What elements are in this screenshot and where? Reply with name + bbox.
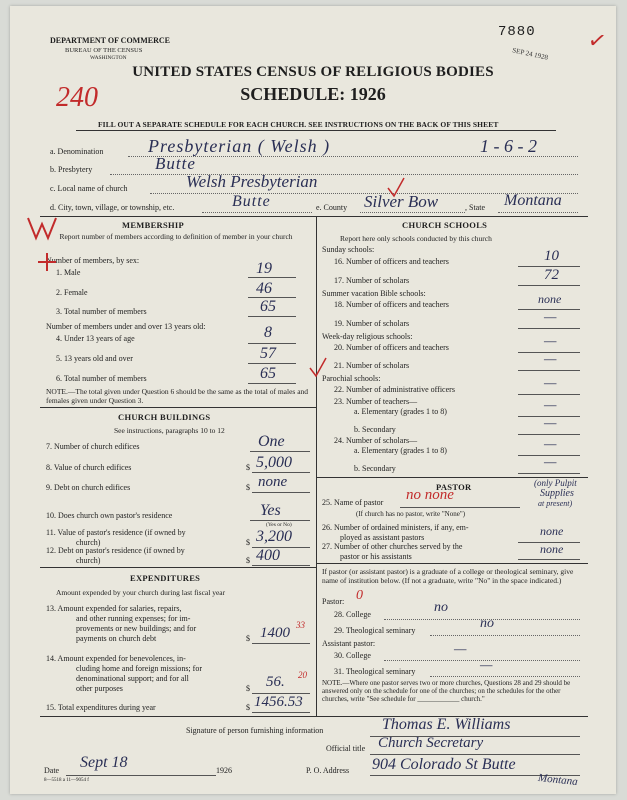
- dollar-sign: $: [246, 634, 250, 643]
- q3-total-value: 65: [260, 298, 276, 315]
- q10-residence-value: Yes: [260, 502, 281, 519]
- q25-pastor-name-value: no none: [406, 487, 454, 503]
- q5-over13-value: 57: [260, 345, 276, 362]
- q13-line: provements or new buildings; and for: [76, 624, 197, 633]
- q28-label: 28. College: [334, 610, 371, 619]
- q17-value: 72: [544, 267, 559, 283]
- membership-intro: Report number of members according to definition of member in your church: [59, 232, 293, 241]
- q7-edifices-value: One: [258, 433, 285, 450]
- q12-label-cont: church): [76, 556, 101, 565]
- q14-benevolence-value: 56.: [266, 674, 285, 690]
- q24b-value: —: [544, 455, 557, 470]
- q23-label: 23. Number of teachers—: [334, 397, 418, 406]
- dollar-sign: $: [246, 483, 250, 492]
- dollar-sign: $: [246, 556, 250, 565]
- members-by-sex-label: Number of members, by sex:: [46, 256, 140, 265]
- q23b-label: b. Secondary: [354, 425, 396, 434]
- red-tick-mark: [388, 178, 404, 196]
- department-label: DEPARTMENT OF COMMERCE: [50, 36, 171, 45]
- q23b-value: —: [544, 416, 557, 431]
- presbytery-value: Butte: [155, 154, 196, 173]
- schools-heading: CHURCH SCHOOLS: [402, 220, 488, 230]
- pastor-value: 0: [356, 588, 363, 603]
- denomination-label: a. Denomination: [50, 147, 104, 156]
- q16-value: 10: [544, 248, 559, 264]
- summer-label: Summer vacation Bible schools:: [322, 289, 426, 298]
- q24b-label: b. Secondary: [354, 464, 396, 473]
- q27-label: 27. Number of other churches served by the: [322, 542, 463, 551]
- red-w-mark: [28, 218, 56, 238]
- q27-label-cont: pastor or his assistants: [340, 552, 412, 561]
- schedule-title: SCHEDULE: 1926: [240, 84, 386, 104]
- q1-label: 1. Male: [56, 268, 81, 277]
- dollar-sign: $: [246, 703, 250, 712]
- q22-label: 22. Number of administrative officers: [334, 385, 455, 394]
- q25-note-3: at present): [538, 499, 573, 508]
- signature-label: Signature of person furnishing information: [186, 726, 324, 735]
- q13-running-value: 1400: [260, 625, 290, 641]
- q14-line: denominational support; and for all: [76, 674, 189, 683]
- po-address-label: P. O. Address: [306, 766, 350, 775]
- buildings-heading: CHURCH BUILDINGS: [118, 412, 211, 422]
- instructions-banner: FILL OUT A SEPARATE SCHEDULE FOR EACH CHURCH. SEE INSTRUCTIONS ON THE BACK OF THIS SHEET: [98, 120, 499, 129]
- q8-value-value: 5,000: [256, 454, 292, 471]
- q18-label: 18. Number of officers and teachers: [334, 300, 449, 309]
- q9-label: 9. Debt on church edifices: [46, 483, 131, 492]
- age-intro-label: Number of members under and over 13 years old:: [46, 322, 206, 331]
- q18-value: none: [538, 292, 562, 306]
- q20-value: —: [544, 334, 557, 349]
- q16-label: 16. Number of officers and teachers: [334, 257, 449, 266]
- q29-label: 29. Theological seminary: [334, 626, 416, 635]
- q19-label: 19. Number of scholars: [334, 319, 410, 328]
- buildings-subheading: See instructions, paragraphs 10 to 12: [114, 426, 225, 435]
- city-label: WASHINGTON: [90, 55, 127, 61]
- q14-cents: 20: [298, 670, 307, 680]
- q25-note-1: (only Pulpit: [534, 478, 577, 488]
- q6-label: 6. Total number of members: [56, 374, 147, 383]
- q2-female-value: 46: [256, 280, 272, 297]
- q26-label: 26. Number of ordained ministers, if any, em-: [322, 523, 469, 532]
- dollar-sign: $: [246, 463, 250, 472]
- q29-seminary-value: no: [480, 616, 494, 631]
- q27-value: none: [540, 542, 564, 556]
- q8-label: 8. Value of church edifices: [46, 463, 132, 472]
- q13-line: 13. Amount expended for salaries, repairs,: [46, 604, 182, 613]
- q25-hint: (If church has no pastor, write "None"): [356, 510, 466, 518]
- q24a-value: —: [544, 437, 557, 452]
- q25-label: 25. Name of pastor: [322, 498, 384, 507]
- q14-line: 14. Amount expended for benevolences, in-: [46, 654, 186, 663]
- q4-under13-value: 8: [264, 324, 272, 341]
- form-title: UNITED STATES CENSUS OF RELIGIOUS BODIES: [132, 64, 494, 80]
- census-schedule-page: [10, 6, 616, 794]
- q13-line: and other running expenses; for im-: [76, 614, 191, 623]
- q13-cents: 33: [296, 620, 305, 630]
- pastor-subheading: Pastor:: [322, 597, 345, 606]
- q13-line: payments on church debt: [76, 634, 157, 643]
- q22-value: —: [544, 376, 557, 391]
- presbytery-label: b. Presbytery: [50, 165, 93, 174]
- q24-label: 24. Number of scholars—: [334, 436, 418, 445]
- q10-label: 10. Does church own pastor's residence: [46, 511, 173, 520]
- expenditures-intro: Amount expended by your church during last fiscal year: [56, 588, 226, 597]
- q20-label: 20. Number of officers and teachers: [334, 343, 449, 352]
- local-name-label: c. Local name of church: [50, 184, 128, 193]
- q2-label: 2. Female: [56, 288, 88, 297]
- denomination-code: 1 - 6 - 2: [480, 136, 537, 156]
- form-number: 8—5518 a 11—9054 f: [44, 778, 89, 783]
- dollar-sign: $: [246, 684, 250, 693]
- q5-label: 5. 13 years old and over: [56, 354, 133, 363]
- q12-label: 12. Debt on pastor's residence (if owned by: [46, 546, 185, 555]
- q31-label: 31. Theological seminary: [334, 667, 416, 676]
- red-plus-mark: [38, 253, 56, 271]
- state-value: Montana: [504, 192, 562, 209]
- q11-label-cont: church): [76, 538, 101, 547]
- q31-seminary-value: —: [480, 658, 493, 673]
- q6-total-value: 65: [260, 365, 276, 382]
- assistant-pastor-subheading: Assistant pastor:: [322, 639, 376, 648]
- red-code-number: 240: [56, 82, 98, 113]
- q11-label: 11. Value of pastor's residence (if owned by: [46, 528, 186, 537]
- q25-note-2: Supplies: [540, 488, 574, 499]
- check-mark: ✓: [586, 26, 609, 55]
- q30-label: 30. College: [334, 651, 371, 660]
- q4-label: 4. Under 13 years of age: [56, 334, 135, 343]
- membership-heading: MEMBERSHIP: [122, 220, 185, 230]
- q12-debt-value: 400: [256, 547, 280, 564]
- q28-college-value: no: [434, 600, 448, 615]
- date-label: Date: [44, 766, 60, 775]
- q26-value: none: [540, 524, 564, 538]
- city-field-label: d. City, town, village, or township, etc.: [50, 203, 175, 212]
- q19-value: —: [544, 310, 557, 325]
- stamp-number: 7880: [498, 24, 536, 40]
- q26-label-cont: ployed as assistant pastors: [340, 533, 425, 542]
- q7-label: 7. Number of church edifices: [46, 442, 140, 451]
- red-tick-mark: [310, 358, 326, 376]
- signature-value: Thomas E. Williams: [382, 716, 511, 733]
- q23a-value: —: [544, 398, 557, 413]
- q3-label: 3. Total number of members: [56, 307, 147, 316]
- q21-label: 21. Number of scholars: [334, 361, 410, 370]
- po-address-value: 904 Colorado St Butte: [372, 756, 516, 773]
- parochial-label: Parochial schools:: [322, 374, 381, 383]
- official-title-label: Official title: [326, 744, 366, 753]
- pastor-bottom-note: NOTE.—Where one pastor serves two or more churches, Questions 28 and 29 should be answered only on the schedule for one of the churches; on the schedules for the other churches, write "See schedule for ____________ church.": [322, 679, 571, 703]
- denomination-value: Presbyterian ( Welsh ): [148, 136, 331, 156]
- pastor-heading: PASTOR: [436, 482, 472, 492]
- yes-no-hint: (Yes or No): [266, 522, 292, 528]
- official-title-value: Church Secretary: [378, 735, 484, 751]
- po-address-state: Montana: [537, 771, 579, 789]
- q9-debt-value: none: [258, 474, 288, 490]
- state-label: , State: [465, 203, 485, 212]
- date-stamp: SEP 24 1928: [511, 46, 549, 62]
- dollar-sign: $: [246, 538, 250, 547]
- year-label: 1926: [216, 766, 232, 775]
- q24a-label: a. Elementary (grades 1 to 8): [354, 446, 447, 455]
- q15-label: 15. Total expenditures during year: [46, 703, 156, 712]
- sunday-label: Sunday schools:: [322, 245, 375, 254]
- q14-line: other purposes: [76, 684, 123, 693]
- q23a-label: a. Elementary (grades 1 to 8): [354, 407, 447, 416]
- graduate-note: If pastor (or assistant pastor) is a graduate of a college or theological seminary, give name of institution below. (If not a graduate, write "No" in the space indicated.): [322, 567, 574, 585]
- q21-value: —: [544, 352, 557, 367]
- q15-total-value: 1456.53: [254, 694, 303, 710]
- red-annotations: [10, 6, 616, 794]
- q30-college-value: —: [454, 642, 467, 657]
- q17-label: 17. Number of scholars: [334, 276, 410, 285]
- q14-line: cluding home and foreign missions; for: [76, 664, 202, 673]
- q1-male-value: 19: [256, 260, 272, 277]
- weekday-label: Week-day religious schools:: [322, 332, 413, 341]
- date-value: Sept 18: [80, 754, 128, 771]
- city-value: Butte: [232, 193, 271, 210]
- county-label: e. County: [316, 203, 348, 212]
- county-value: Silver Bow: [364, 192, 439, 211]
- membership-note: NOTE.—The total given under Question 6 should be the same as the total of males and females given under Question 3.: [46, 387, 309, 405]
- expenditures-heading: EXPENDITURES: [130, 573, 201, 583]
- local-name-value: Welsh Presbyterian: [186, 172, 318, 191]
- bureau-label: BUREAU OF THE CENSUS: [65, 47, 143, 54]
- schools-intro: Report here only schools conducted by this church: [340, 234, 492, 243]
- q11-value-value: 3,200: [256, 528, 292, 545]
